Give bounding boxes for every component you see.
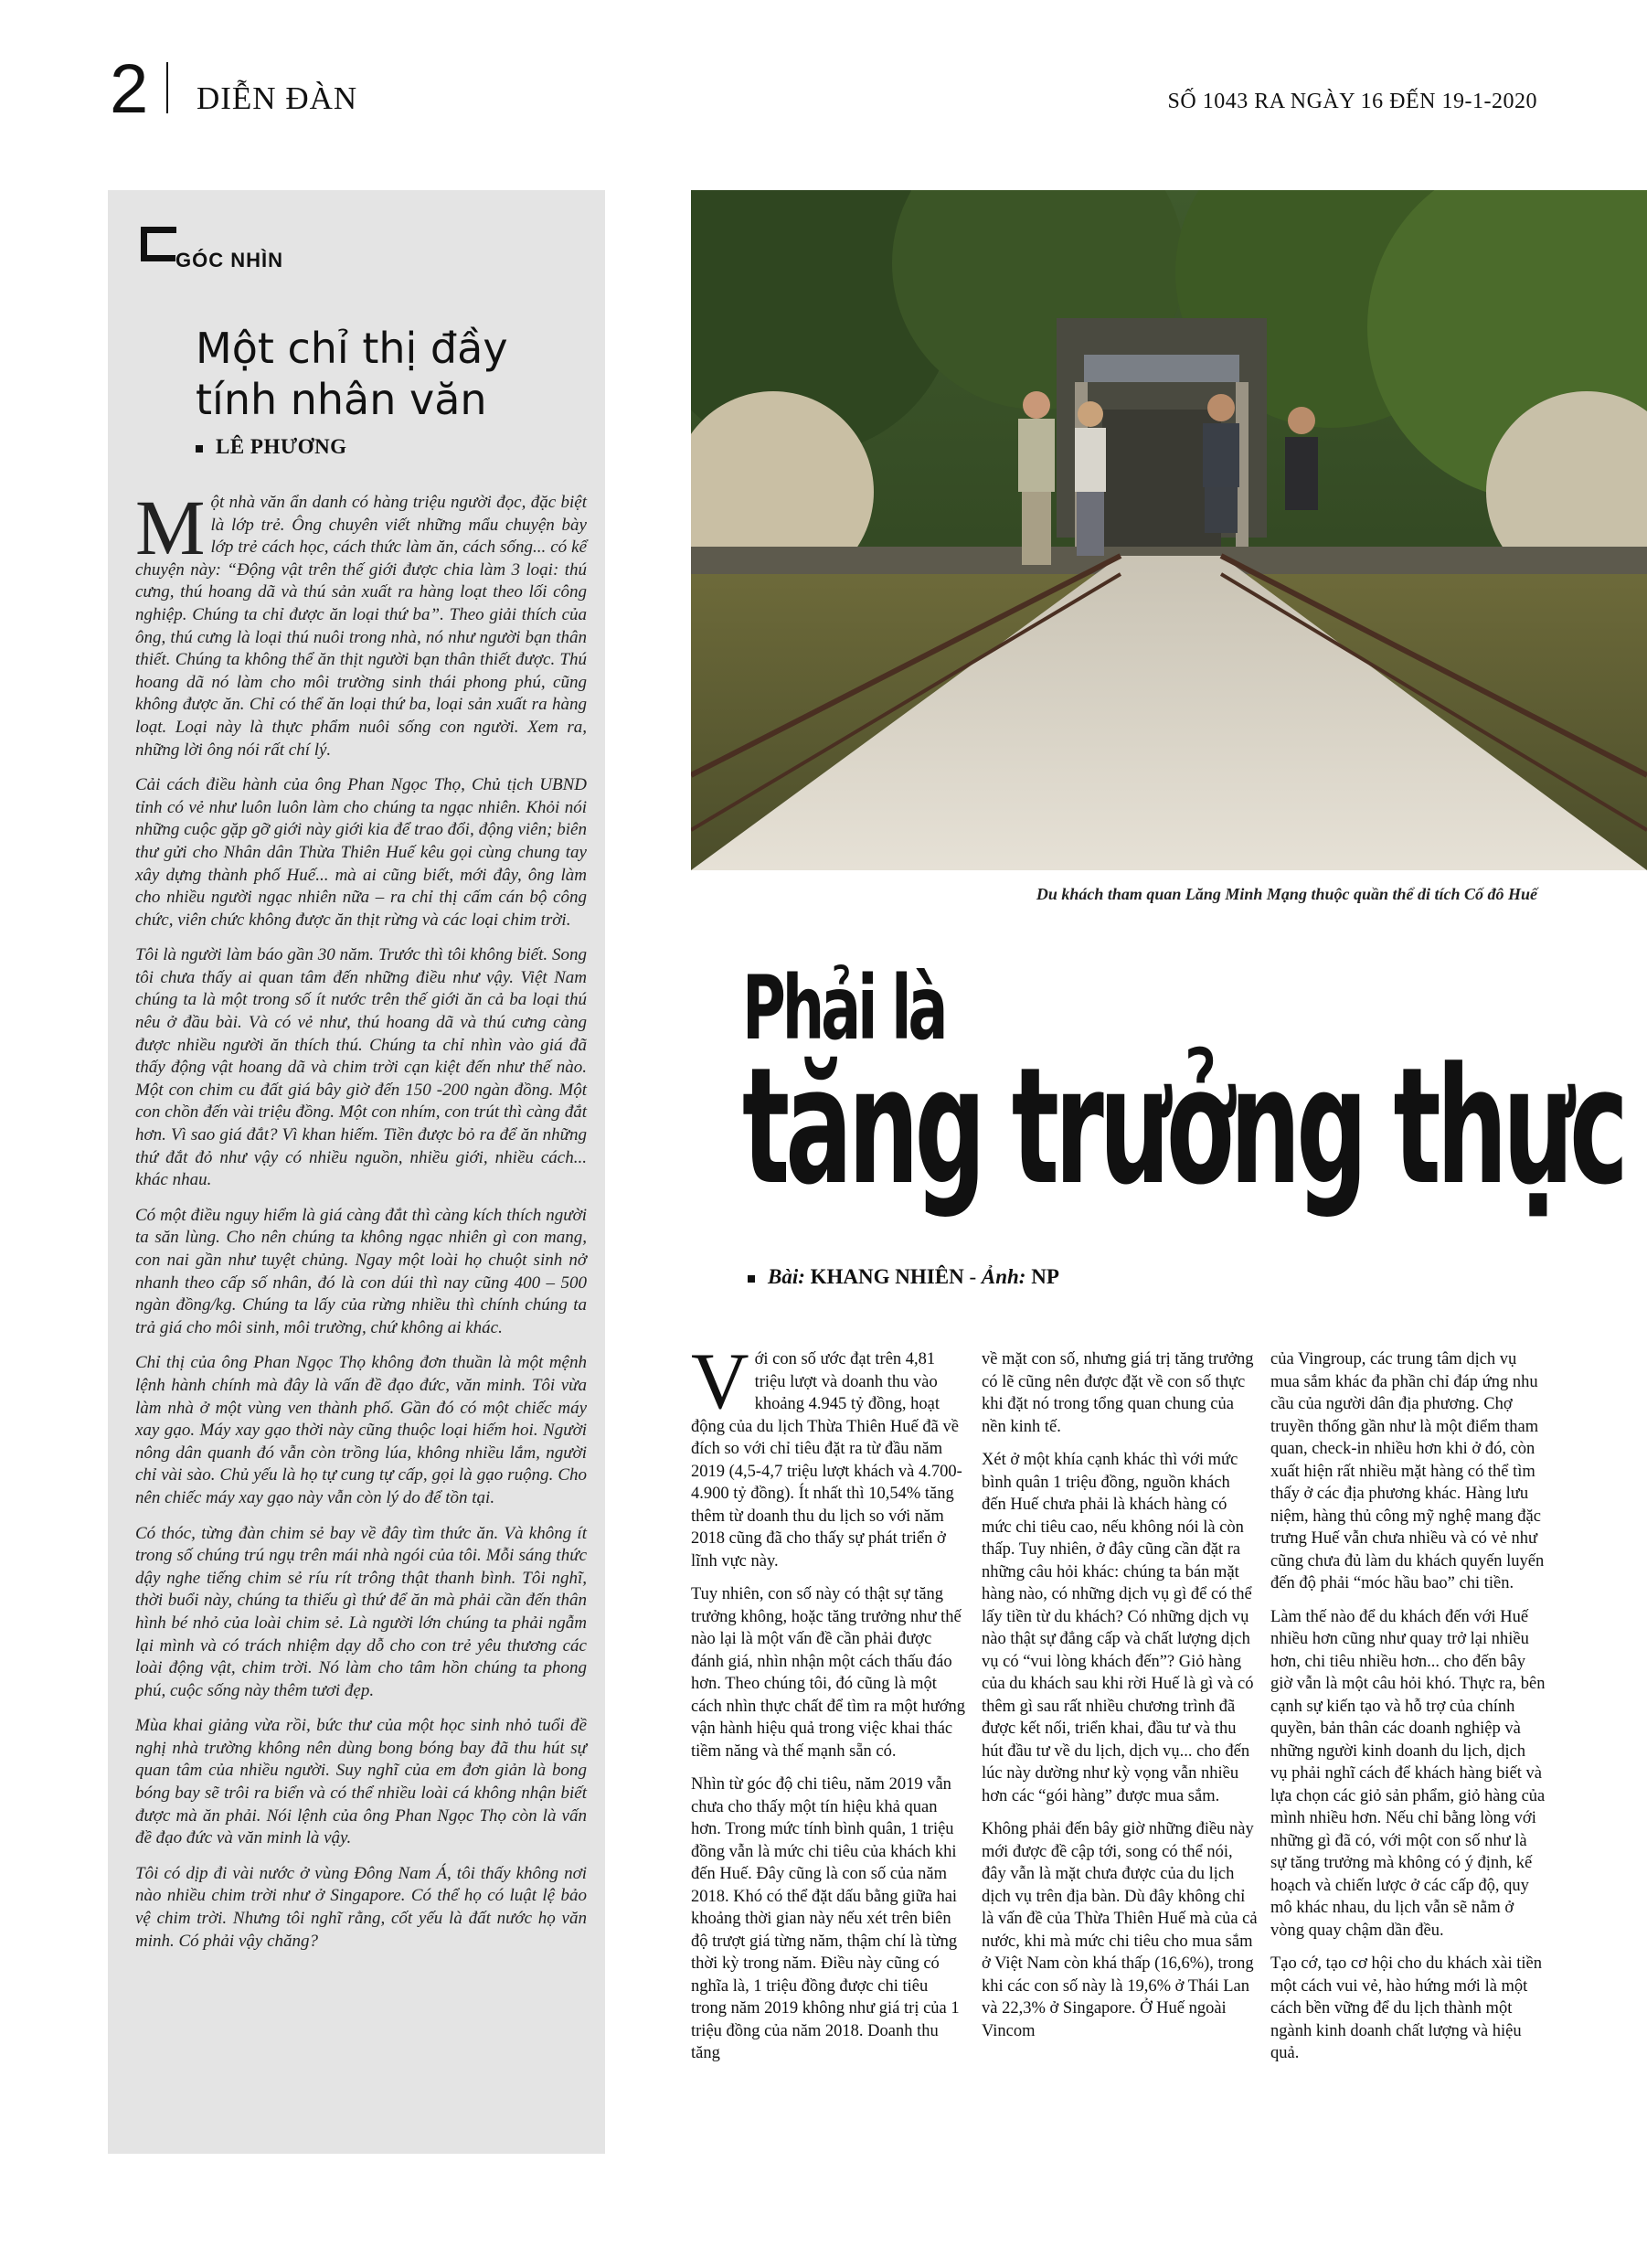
- byline-author: KHANG NHIÊN: [810, 1265, 964, 1288]
- sidebar-body: [135, 484, 587, 1965]
- article-paragraph: Làm thế nào để du khách đến với Huế nhiều hơn cũng như quay trở lại nhiều hơn, chi tiêu nhiều hơn... cho đến bây giờ vẫn là một câu hỏi khó. Thực ra, bên cạnh sự kiến tạo và hỗ trợ của chính quyền, bản thân các doanh nghiệp và những người kinh doanh du lịch, dịch vụ phải nghĩ cách để khách hàng biết và lựa chọn các giỏ sản phẩm, giỏ hàng của mình nhiều hơn. Nếu chỉ bằng lòng với những gì đã có, với một con số như là sự tăng trưởng mà không có ý định, kế hoạch và chiến lược ở các cấp độ, quy mô khác nhau, du lịch vẫn sẽ nằm ở vòng quay chậm dần đều.: [1270, 1607, 1546, 1940]
- sidebar-title: Một chỉ thị đầy tính nhân văn: [196, 324, 508, 424]
- byline-photo: NP: [1031, 1265, 1059, 1288]
- article-paragraph: của Vingroup, các trung tâm dịch vụ mua sắm khác đa phần chỉ đáp ứng nhu cầu của người dân địa phương. Chợ truyền thống gần như là một điểm tham quan, check-in nhiều hơn khi ở đó, còn xuất hiện rất nhiều mặt hàng có thể tìm thấy ở các địa phương khác. Hàng lưu niệm, hàng thủ công mỹ nghệ mang đặc trưng Huế vẫn chưa nhiều và có vẻ như cũng chưa đủ làm du khách quyến luyến đến độ phải “móc hầu bao” chi tiền.: [1270, 1350, 1545, 1592]
- article-paragraph: Tạo cớ, tạo cơ hội cho du khách xài tiền một cách vui vẻ, hào hứng mới là một cách bền vững để du lịch thành một ngành kinh doanh chất lượng và hiệu quả.: [1270, 1954, 1542, 2062]
- sidebar-paragraph: Có thóc, từng đàn chim sẻ bay về đây tìm thức ăn. Và không ít trong số chúng trú ngụ trên mái nhà ngói của tôi. Mỗi sáng thức dậy nghe tiếng chim sẻ ríu rít trông thật thanh bình. Tôi nghĩ, thời buổi này, chúng ta thiếu gì thứ để ăn mà phải cần đến thân hình bé nhỏ của loài chim sẻ. Là người lớn chúng ta phải ngẫm lại mình và có trách nhiệm dạy dỗ cho con trẻ yêu thương các loài động vật, chim trời. Nó làm cho tâm hồn chúng ta phong phú, cuộc sống này thêm tươi đẹp.: [135, 1523, 587, 1700]
- article-paragraph: Tuy nhiên, con số này có thật sự tăng trưởng không, hoặc tăng trưởng như thế nào lại là một vấn đề cần phải được đánh giá, nhìn nhận một cách thấu đáo hơn. Theo chúng tôi, đó cũng là một cách nhìn thực chất để tìm ra một hướng vận hành hiệu quả trong việc khai thác tiềm năng và thế mạnh sẵn có.: [691, 1585, 966, 1761]
- article-byline: Bài: KHANG NHIÊN - Ảnh: NP: [748, 1265, 1059, 1289]
- section-name: DIỄN ĐÀN: [197, 80, 358, 116]
- author-name: LÊ PHƯƠNG: [216, 435, 347, 458]
- article-paragraph: về mặt con số, nhưng giá trị tăng trưởng có lẽ cũng nên được đặt về con số thực khi đặt nó trong tổng quan chung của nền kinh tế.: [982, 1350, 1254, 1436]
- sidebar-paragraph: Mùa khai giảng vừa rồi, bức thư của một học sinh nhỏ tuổi đề nghị nhà trường không nên dùng bong bóng bay đã thu hút sự quan tâm của nhiều người. Suy nghĩ của em đơn giản là bong bóng bay sẽ trôi ra biển và có thể nhiều loài cá không nhận biết được mà ăn phải. Nói lệnh của ông Phan Ngọc Thọ còn là vấn đề đạo đức và văn minh là vậy.: [135, 1716, 587, 1848]
- sidebar-paragraph: Chỉ thị của ông Phan Ngọc Thọ không đơn thuần là một mệnh lệnh hành chính mà đây là vấn đề đạo đức, văn minh. Tôi vừa làm nhà ở một vùng ven thành phố. Gần đó có một chiếc máy xay gạo. Máy xay gạo thời này cũng thuộc loại hiếm hoi. Người nông dân quanh đó vẫn còn trồng lúa, không nhiều lắm, người chỉ vài sào. Chủ yếu là họ tự cung tự cấp, gọi là gạo ruộng. Cho nên chiếc máy xay gạo này vẫn còn lý do để tồn tại.: [135, 1353, 587, 1507]
- photo-caption: Du khách tham quan Lăng Minh Mạng thuộc quần thể di tích Cố đô Huế: [1036, 885, 1537, 903]
- article-paragraph: Với con số ước đạt trên 4,81 triệu lượt và doanh thu vào khoảng 4.945 tỷ đồng, hoạt động của du lịch Thừa Thiên Huế đã về đích so với chỉ tiêu đặt ra từ đầu năm 2019 (4,5-4,7 triệu lượt khách và 4.700- 4.900 tỷ đồng). Ít nhất thì 10,54% tăng thêm từ doanh thu du lịch so với năm 2018 cũng đã cho thấy sự phát triển ở lĩnh vực này.: [691, 1337, 962, 1571]
- opinion-sidebar: [108, 190, 605, 2154]
- drop-cap: M: [135, 484, 206, 571]
- sidebar-paragraph: Một nhà văn ẩn danh có hàng triệu người đọc, đặc biệt là lớp trẻ. Ông chuyên viết những mẩu chuyện bày lớp trẻ cách học, cách thức làm ăn, cách sống... có kể chuyện này: “Động vật trên thế giới được chia làm 3 loại: thú cưng, thú hoang dã và thú sản xuất ra hàng loạt theo lối công nghiệp. Chúng ta chỉ được ăn loại thứ ba”. Theo giải thích của ông, thú cưng là loại thú nuôi trong nhà, nó như người bạn thân thiết. Chúng ta không thể ăn thịt người bạn thân thiết được. Thú hoang dã nó làm cho môi trường sinh thái phong phú, cũng không được ăn. Chỉ có thể ăn loại thứ ba, loại sản xuất ra hàng loạt. Loại này là thực phẩm nuôi sống con người. Xem ra, những lời ông nói rất chí lý.: [135, 484, 587, 760]
- bullet-icon: [748, 1275, 755, 1283]
- bullet-icon: [196, 445, 203, 453]
- article-column-2: [982, 1348, 1258, 2053]
- sidebar-paragraph: Có một điều nguy hiểm là giá càng đắt thì càng kích thích người ta săn lùng. Cho nên chúng ta không ngạc nhiên gì con mang, con nai gần như tuyệt chủng. Ngay một loài họ chuột sinh nở nhanh theo cấp số nhân, đó là con dúi thì nay cũng 400 – 500 ngàn đồng/kg. Chúng ta lấy của rừng nhiều thì chính chúng ta trả giá cho môi sinh, môi trường, chứ không ai khác.: [135, 1205, 587, 1337]
- article-paragraph: Nhìn từ góc độ chi tiêu, năm 2019 vẫn chưa cho thấy một tín hiệu khả quan hơn. Trong mức tính bình quân, 1 triệu đồng vẫn là mức chi tiêu của khách khi đến Huế. Đây cũng là con số của năm 2018. Khó có thể đặt dấu bằng giữa hai khoảng thời gian này nếu xét trên biên độ trượt giá từng năm, thậm chí là từng thời kỳ trong năm. Điều này cũng có nghĩa là, 1 triệu đồng được chi tiêu trong năm 2019 không như giá trị của 1 triệu đồng của năm 2018. Doanh thu tăng: [691, 1775, 960, 2062]
- header-divider: [166, 62, 168, 113]
- sidebar-paragraph: Tôi là người làm báo gần 30 năm. Trước thì tôi không biết. Song tôi chưa thấy ai quan tâm đến những điều như vậy. Việt Nam chúng ta là một trong số ít nước trên thế giới ăn cả ba loại thú nêu ở đầu bài. Và có vẻ như, thú hoang dã và thú cưng càng được nhiều người ăn thích thú. Chúng ta chỉ nhìn vào giá đã thấy động vật hoang dã và chim trời cạn kiệt đến như thế nào. Một con chim cu đất giá bây giờ đến 150 -200 ngàn đồng. Một con chồn đến vài triệu đồng. Một con nhím, con trút thì càng đắt hơn. Vì sao giá đắt? Vì khan hiếm. Tiền được bỏ ra để ăn những thứ đắt đỏ như vậy có nhiều nguồn, nhiều giới, nhiều cách... khác nhau.: [135, 945, 587, 1190]
- sidebar-paragraph: Cải cách điều hành của ông Phan Ngọc Thọ, Chủ tịch UBND tỉnh có vẻ như luôn luôn làm cho chúng ta ngạc nhiên. Khỏi nói những cuộc gặp gỡ giới này giới kia để trao đổi, động viên; biên thư gửi cho Nhân dân Thừa Thiên Huế kêu gọi cùng chung tay xây dựng thành phố Huế... mà ai cũng biết, mới đây, ông làm cho nhiều người ngạc nhiên nữa – ra chỉ thị cấm cán bộ công chức, viên chức không được ăn thịt rừng và các loại chim trời.: [135, 775, 587, 930]
- sidebar-author: [196, 435, 347, 459]
- column-label: GÓC NHÌN: [175, 249, 283, 272]
- headline-line-2: tăng trưởng thực: [742, 1033, 1624, 1220]
- issue-info: SỐ 1043 RA NGÀY 16 ĐẾN 19-1-2020: [1167, 90, 1537, 113]
- drop-cap: V: [691, 1337, 749, 1426]
- article-column-3: [1270, 1348, 1546, 2076]
- article-paragraph: Không phải đến bây giờ những điều này mới được đề cập tới, song có thể nói, đây vẫn là mặt chưa được của du lịch dịch vụ trên địa bàn. Dù đây không chỉ là vấn đề của Thừa Thiên Huế mà của cả nước, khi mà mức chi tiêu cho mua sắm ở Việt Nam còn khá thấp (16,6%), trong khi các con số này là 19,6% ở Thái Lan và 22,3% ở Singapore. Ở Huế ngoài Vincom: [982, 1820, 1258, 2040]
- sidebar-paragraph: Tôi có dịp đi vài nước ở vùng Đông Nam Á, tôi thấy không nơi nào nhiều chim trời như ở Singapore. Có thể họ có luật lệ bảo vệ chim trời. Nhưng tôi nghĩ rằng, cốt yếu là đất nước họ văn minh. Có phải vậy chăng?: [135, 1863, 587, 1951]
- article-photo: [691, 190, 1647, 870]
- page-number: 2: [110, 50, 149, 128]
- article-paragraph: Xét ở một khía cạnh khác thì với mức bình quân 1 triệu đồng, nguồn khách đến Huế chưa phải là khách hàng có mức chi tiêu cao, nếu không nói là còn thấp. Tuy nhiên, ở đây cũng cần đặt ra những câu hỏi khác: chúng ta bán mặt hàng nào, có những dịch vụ gì để có thể lấy tiền từ du khách? Có những dịch vụ nào thật sự đẳng cấp và chất lượng dịch vụ có “vui lòng khách đến”? Giỏ hàng của du khách sau khi rời Huế là gì và có thêm gì sau rất nhiều chương trình đã được kết nối, triển khai, đầu tư và thu hút đầu tư về du lịch, dịch vụ... cho đến lúc này dường như kỳ vọng vẫn nhiều hơn các “gói hàng” được mua sắm.: [982, 1451, 1254, 1805]
- corner-bracket-icon: [141, 227, 175, 261]
- headline-line-1: Phải là: [742, 957, 945, 1059]
- article-column-1: [691, 1337, 967, 2076]
